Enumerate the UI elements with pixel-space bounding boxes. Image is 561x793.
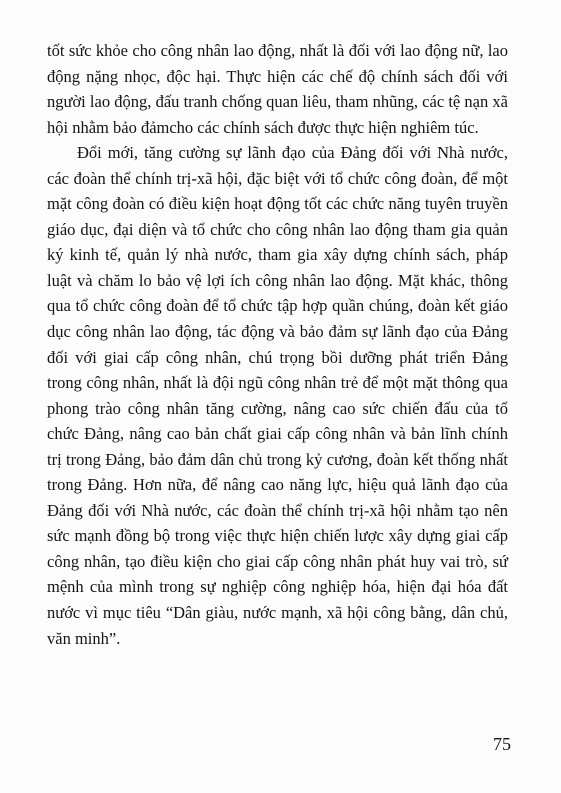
body-text [47, 38, 508, 651]
paragraph-party-leadership: Đổi mới, tăng cường sự lãnh đạo của Đảng đối với Nhà nước, các đoàn thể chính trị-xã hội, đặc biệt với tổ chức công đoàn, để một mặt công đoàn có điều kiện hoạt động tốt các chức năng tuyên truyền giáo dục, đại diện và tổ chức cho công nhân lao động tham gia quản ký kinh tế, quản lý nhà nước, tham gia xây dựng chính sách, pháp luật và chăm lo bảo vệ lợi ích công nhân lao động. Mặt khác, thông qua tổ chức công đoàn để tổ chức tập hợp quần chúng, đoàn kết giáo dục công nhân lao động, tác động và bảo đảm sự lãnh đạo của Đảng đối với giai cấp công nhân, chú trọng bồi dưỡng phát triển Đảng trong công nhân, nhất là đội ngũ công nhân trẻ để một mặt thông qua phong trào công nhân tăng cường, nâng cao sức chiến đấu của tổ chức Đảng, nâng cao bản chất giai cấp công nhân và bản lĩnh chính trị trong Đảng, bảo đảm dân chủ trong kỷ cương, đoàn kết thống nhất trong Đảng. Hơn nữa, để nâng cao năng lực, hiệu quả lãnh đạo của Đảng đối với Nhà nước, các đoàn thể chính trị-xã hội nhằm tạo nên sức mạnh đồng bộ trong việc thực hiện chiến lược xây dựng giai cấp công nhân, tạo điều kiện cho giai cấp công nhân phát huy vai trò, sứ mệnh của mình trong sự nghiệp công nghiệp hóa, hiện đại hóa đất nước vì mục tiêu “Dân giàu, nước mạnh, xã hội công bằng, dân chủ, văn minh”. [47, 143, 508, 648]
page-number: 75 [493, 734, 511, 754]
paragraph-continuation: tốt sức khỏe cho công nhân lao động, nhất là đối với lao động nữ, lao động nặng nhọc, độc hại. Thực hiện các chế độ chính sách đối với người lao động, đấu tranh chống quan liêu, tham nhũng, các tệ nạn xã hội nhằm bảo đảmcho các chính sách được thực hiện nghiêm túc. [47, 41, 508, 137]
